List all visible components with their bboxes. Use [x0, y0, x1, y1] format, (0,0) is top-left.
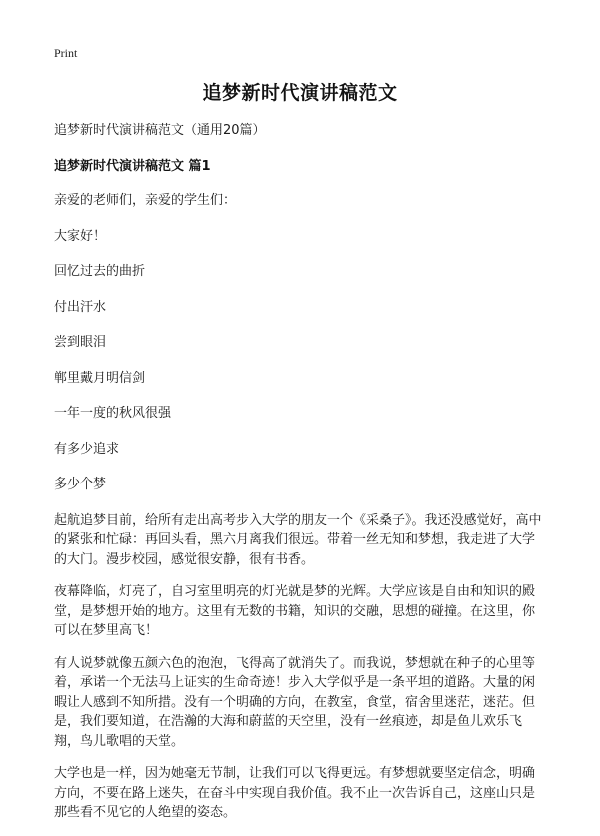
poem-line: 有多少追求	[54, 441, 120, 457]
poem-line: 尝到眼泪	[54, 335, 107, 350]
body-paragraph: 大学也是一样，因为她毫无节制，让我们可以飞得更远。有梦想就要坚定信念，明确方向，不要在路上迷失，在奋斗中实现自我价值。我不止一次告诉自己，这座山只是那些看不见它的人绝望的姿态。	[54, 766, 536, 820]
section-heading: 追梦新时代演讲稿范文 篇1	[54, 158, 211, 174]
poem-line: 一年一度的秋风很强	[54, 406, 172, 421]
page-title: 追梦新时代演讲稿范文	[202, 82, 398, 104]
body-paragraph: 有人说梦就像五颜六色的泡泡，飞得高了就消失了。而我说，梦想就在种子的心里等着，承诺一个无法马上证实的生命奇迹！步入大学似乎是一条平坦的道路。大量的闲暇让人感到不知所措。没有一个明确的方向，在教室，食堂，宿舍里迷茫，迷茫。但是，我们要知道，在浩瀚的大海和蔚蓝的天空里，没有一丝痕迹，却是鱼儿欢乐飞翔，鸟儿歌唱的天堂。	[54, 655, 536, 749]
poem-line: 郸里戴月明信剑	[54, 370, 146, 386]
poem-line: 多少个梦	[54, 477, 107, 492]
poem-line: 回忆过去的曲折	[54, 264, 146, 279]
body-paragraph: 夜幕降临，灯亮了，自习室里明亮的灯光就是梦的光辉。大学应该是自由和知识的殿堂，是梦想开始的地方。这里有无数的书籍，知识的交融，思想的碰撞。在这里，你可以在梦里高飞！	[54, 584, 536, 638]
greeting-line: 亲爱的老师们，亲爱的学生们：	[54, 193, 237, 208]
poem-line: 大家好！	[54, 228, 107, 244]
poem-line: 付出汗水	[54, 299, 107, 315]
document-body	[54, 121, 546, 836]
document-subtitle: 追梦新时代演讲稿范文（通用20篇）	[54, 123, 266, 138]
body-paragraph: 起航追梦目前，给所有走出高考步入大学的朋友一个《采桑子》。我还没感觉好，高中的紧张和忙碌：再回头看，黑六月离我们很远。带着一丝无知和梦想，我走进了大学的大门。漫步校园，感觉很安静，很有书香。	[54, 512, 542, 567]
print-link[interactable]: Print	[54, 46, 78, 60]
